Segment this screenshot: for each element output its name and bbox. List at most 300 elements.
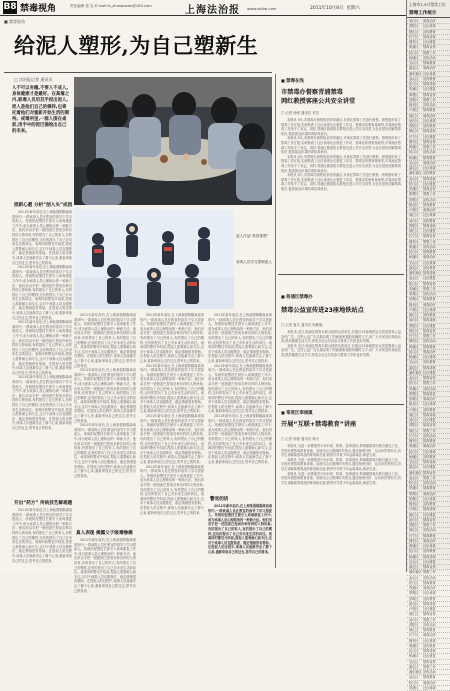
sidebar-row-district: 杨浦区 (409, 155, 419, 160)
sidebar-row-item: 禁毒教育 (423, 108, 436, 113)
sidebar-row-district: 普陀区 (409, 523, 419, 527)
sidebar-row-item: 宣传活动 (423, 433, 436, 438)
sidebar-row-item: 宣传教育 (423, 265, 436, 270)
masthead (0, 0, 450, 16)
sidebar-row-item: 社区戒毒 (423, 355, 436, 359)
sidebar-row-item: 戒毒治疗 (423, 113, 436, 118)
weekday-text: 星期六 (346, 6, 361, 11)
sidebar-row-item: 帮教工作 (423, 50, 436, 55)
sidebar-row-item: 禁毒讲座 (423, 176, 436, 181)
sidebar-row-item: 宣传活动 (423, 244, 436, 249)
sidebar-row-district: 徐汇区 (409, 428, 419, 433)
sidebar-row-item: 禁毒宣传 (423, 517, 436, 522)
sidebar-row-item: 社区康复 (423, 276, 436, 281)
article-byline: □ 法治报记者 通讯员 (14, 77, 53, 82)
sidebar-row-item: 帮教工作 (423, 97, 436, 102)
sidebar-row-item: 帮教工作 (423, 523, 436, 527)
body-paragraph: 2011年新年前后,在上海某强制隔离戒毒所内,一群戒毒人员在教官的指导下学习捏泥人。传统的泥塑技艺被引入戒毒康复工作中,成为戒毒人员心理矫治的一种新方法。他们用双手把一团团泥巴捏成各种各样的人物形象,有的捏出了自己的家人,有的捏出了自己的模样,还有的捏出了自己对未来生活的向往。戒毒所的警官介绍说,捏泥人需要耐心和专注,这对于戒毒人员克服焦虑、稳定情绪很有帮助。在捏泥人的过程中,戒毒人员逐渐学会了静下心来,重新审视自己的过去,思考自己的将来。 (208, 504, 272, 554)
sidebar-row-item: 禁毒宣传 (423, 376, 436, 380)
sidebar-row-item: 禁毒讲座 (423, 271, 436, 275)
sidebar-row-district: 杨浦区 (409, 554, 419, 559)
sidebar-row-district: 卢湾区 (409, 507, 419, 512)
sidebar-row-district: 松江区 (409, 82, 419, 86)
sidebar-row-district: 普陀区 (409, 423, 419, 428)
sidebar-row-item: 禁毒宣传 (423, 328, 436, 333)
sidebar-row-district: 宝山区 (409, 460, 419, 464)
sidebar-row-district: 黄浦区 (409, 344, 419, 349)
sidebar-row-district: 松江区 (409, 481, 419, 485)
sidebar-row-item: 宣传教育 (423, 643, 436, 648)
sidebar-row-item: 禁毒教育 (423, 628, 436, 632)
sidebar-row-district: 闵行区 (409, 218, 419, 223)
sidebar-row-item: 宣传教育 (423, 171, 436, 176)
sidebar-row-item: 社区戒毒 (423, 544, 436, 548)
sidebar-row-district: 闵行区 (409, 318, 419, 323)
sidebar-row-district: 闸北区 (409, 302, 419, 307)
sidebar-row-item: 帮教工作 (423, 617, 436, 622)
sidebar-row-item: 帮教工作 (423, 334, 436, 338)
sidebar-row-district: 青浦区 (409, 187, 419, 191)
panel-2-body (281, 330, 401, 396)
sidebar-row-district: 杨浦区 (409, 55, 419, 60)
sidebar-row-item: 社区戒毒 (423, 166, 436, 170)
sidebar-row-item: 社区戒毒 (423, 591, 436, 596)
sidebar-row-district: 闵行区 (409, 418, 419, 422)
sidebar-row (407, 686, 450, 691)
sidebar-row-district: 南汇区 (409, 113, 419, 118)
sidebar-row-item: 禁毒讲座 (423, 554, 436, 559)
sidebar-row-item: 帮教工作 (423, 664, 436, 669)
sidebar-row-item: 宣传活动 (423, 575, 436, 580)
sidebar-row-item: 宣传活动 (423, 103, 436, 107)
sidebar-row-item: 禁毒讲座 (423, 649, 436, 653)
sidebar-row-item: 戒毒治疗 (423, 302, 436, 307)
sidebar-row-district: 崇明区 (409, 197, 419, 202)
sidebar-row-item: 禁毒教育 (423, 675, 436, 680)
sidebar-row-item: 戒毒治疗 (423, 680, 436, 685)
sidebar-row-district: 金山区 (409, 675, 419, 680)
sidebar-row-item: 社区康复 (423, 40, 436, 44)
sidebar-row-item: 帮教工作 (423, 428, 436, 433)
sidebar-row-district: 浦东新区 (409, 670, 422, 674)
sidebar-row-district: 闵行区 (409, 617, 419, 622)
sidebar-row-district: 崇明区 (409, 297, 419, 302)
section-name: 禁毒视角 (20, 4, 57, 14)
sidebar-row-item: 社区康复 (423, 559, 436, 564)
newspaper-logo: 上海法治报 (185, 5, 240, 16)
sidebar-row-district: 虹口区 (409, 649, 419, 653)
sidebar-row-district: 奉贤区 (409, 391, 419, 396)
sidebar-row-item: 禁毒宣传 (423, 45, 436, 50)
body-paragraph: 2011年新年前后,在上海某强制隔离戒毒所内,一群戒毒人员在教官的指导下学习捏泥人。传统的泥塑技艺被引入戒毒康复工作中,成为戒毒人员心理矫治的一种新方法。他们用双手把一团团泥巴捏成各种各样的人物形象,有的捏出了自己的家人,有的捏出了自己的模样,还有的捏出了自己对未来生活的向往。戒毒所的警官介绍说,捏泥人需要耐心和专注,这对于戒毒人员克服焦虑、稳定情绪很有帮助。在捏泥人的过程中,戒毒人员逐渐学会了静下心来,重新审视自己的过去,思考自己的将来。 (208, 363, 272, 414)
sidebar-row-district: 卢湾区 (409, 307, 419, 312)
sidebar-row-district: 浦东新区 (409, 271, 422, 275)
body-paragraph: 2011年新年前后,在上海某强制隔离戒毒所内,一群戒毒人员在教官的指导下学习捏泥人。传统的泥塑技艺被引入戒毒康复工作中,成为戒毒人员心理矫治的一种新方法。他们用双手把一团团泥巴捏成各种各样的人物形象,有的捏出了自己的家人,有的捏出了自己的模样,还有的捏出了自己对未来生活的向往。戒毒所的警官介绍说,捏泥人需要耐心和专注,这对于戒毒人员克服焦虑、稳定情绪很有帮助。在捏泥人的过程中,戒毒人员逐渐学会了静下心来,重新审视自己的过去,思考自己的将来。 (140, 414, 204, 464)
body-paragraph: 2011年新年前后,在上海某强制隔离戒毒所内,一群戒毒人员在教官的指导下学习捏泥人。传统的泥塑技艺被引入戒毒康复工作中,成为戒毒人员心理矫治的一种新方法。他们用双手把一团团泥巴捏成各种各样的人物形象,有的捏出了自己的家人,有的捏出了自己的模样,还有的捏出了自己对未来生活的向往。戒毒所的警官介绍说,捏泥人需要耐心和专注,这对于戒毒人员克服焦虑、稳定情绪很有帮助。在捏泥人的过程中,戒毒人员逐渐学会了静下心来,重新审视自己的过去,思考自己的将来。 (12, 375, 72, 430)
main-photo-image (74, 77, 272, 205)
body-paragraph: 2011年新年前后,在上海某强制隔离戒毒所内,一群戒毒人员在教官的指导下学习捏泥人。传统的泥塑技艺被引入戒毒康复工作中,成为戒毒人员心理矫治的一种新方法。他们用双手把一团团泥巴捏成各种各样的人物形象,有的捏出了自己的家人,有的捏出了自己的模样,还有的捏出了自己对未来生活的向往。戒毒所的警官介绍说,捏泥人需要耐心和专注,这对于戒毒人员克服焦虑、稳定情绪很有帮助。在捏泥人的过程中,戒毒人员逐渐学会了静下心来,重新审视自己的过去,思考自己的将来。 (12, 265, 72, 320)
sidebar-row-item: 禁毒讲座 (423, 82, 436, 86)
sidebar-row-item: 宣传教育 (423, 124, 436, 128)
sidebar-row-district: 卢湾区 (409, 607, 419, 611)
sidebar-row-district: 徐汇区 (409, 628, 419, 632)
sidebar-row-item: 禁毒讲座 (423, 318, 436, 323)
sidebar-row-district: 闸北区 (409, 103, 419, 107)
sidebar-row-district: 宝山区 (409, 260, 419, 265)
sidebar-row-district: 长宁区 (409, 234, 419, 239)
sidebar-row-district: 嘉定区 (409, 465, 419, 470)
sidebar-row-item: 宣传教育 (423, 596, 436, 601)
sidebar-row-item: 禁毒宣传 (423, 281, 436, 286)
sidebar-row-district: 徐汇区 (409, 29, 419, 34)
sidebar-row-item: 戒毒治疗 (423, 633, 436, 638)
sidebar-row-item: 戒毒治疗 (423, 397, 436, 401)
body-paragraph: 本报讯 近日,杨浦区禁毒办联合地铁运营单位,在辖区23座地铁站点投放禁毒公益宣传广告。这些公益广告以简洁明了的画面和通俗易懂的文字,向广大市民宣传毒品危害,倡导健康生活方式,营造全社会共同参与禁毒工作的良好氛围。 (281, 343, 401, 357)
body-paragraph: 2011年新年前后,在上海某强制隔离戒毒所内,一群戒毒人员在教官的指导下学习捏泥人。传统的泥塑技艺被引入戒毒康复工作中,成为戒毒人员心理矫治的一种新方法。他们用双手把一团团泥巴捏成各种各样的人物形象,有的捏出了自己的家人,有的捏出了自己的模样,还有的捏出了自己对未来生活的向往。戒毒所的警官介绍说,捏泥人需要耐心和专注,这对于戒毒人员克服焦虑、稳定情绪很有帮助。在捏泥人的过程中,戒毒人员逐渐学会了静下心来,重新审视自己的过去,思考自己的将来。 (12, 320, 72, 375)
sidebar-row-district: 静安区 (409, 638, 419, 643)
sidebar-row-item: 戒毒治疗 (423, 586, 436, 590)
sidebar-row-item: 宣传教育 (423, 218, 436, 223)
body-column-2 (74, 313, 136, 527)
sidebar-row-district: 黄浦区 (409, 544, 419, 548)
sidebar-row-district: 金山区 (409, 575, 419, 580)
sidebar-row-district: 南汇区 (409, 213, 419, 218)
sidebar-row-item: 帮教工作 (423, 239, 436, 244)
sidebar-row-item: 宣传活动 (423, 339, 436, 344)
panel-2-tag: ■ 杨浦区禁毒办 (281, 294, 313, 300)
page-title: 给泥人塑形,为自己塑新生 (14, 33, 259, 58)
body-paragraph: 本报讯 为进一步增强青少年识毒、防毒、拒毒意识,奉城镇禁毒办联合镇社工站、学校开展禁毒教育讲座。讲座结合互联网时代特点,通过案例分析、互动问答等形式,向学生讲解新型毒品的种类和危害,教育引导青少年远离毒品,珍爱生命。 (281, 457, 401, 471)
sidebar-row-district: 闵行区 (409, 118, 419, 123)
sidebar-row-item: 社区戒毒 (423, 685, 436, 690)
statistics-sidebar (406, 0, 450, 690)
sidebar-row-item: 宣传活动 (423, 622, 436, 627)
sidebar-row-item: 社区康复 (423, 87, 436, 92)
sidebar-row-item: 戒毒治疗 (423, 208, 436, 212)
sidebar-row-item: 社区戒毒 (423, 118, 436, 123)
sidebar-row-district: 青浦区 (409, 286, 419, 291)
sidebar-row-item: 宣传活动 (423, 55, 436, 60)
panel-divider-2 (278, 404, 404, 405)
sidebar-row-item: 禁毒教育 (423, 297, 436, 302)
sidebar-row-item: 帮教工作 (423, 286, 436, 291)
sidebar-row-district: 杨浦区 (409, 454, 419, 459)
sidebar-row-district: 普陀区 (409, 622, 419, 627)
photo-caption-2: 戒毒人员学习捏制泥人 (236, 260, 272, 264)
panel-1-body (281, 118, 401, 270)
sidebar-row-district: 静安区 (409, 538, 419, 543)
sidebar-row-item: 社区康复 (423, 370, 436, 375)
sidebar-row-item: 社区戒毒 (423, 638, 436, 643)
website-url[interactable]: www.shfzb.com (247, 6, 277, 11)
sidebar-row-district: 普陀区 (409, 124, 419, 128)
sidebar-row-district: 青浦区 (409, 386, 419, 391)
sidebar-row-district: 卢湾区 (409, 407, 419, 412)
sidebar-row-district: 奉贤区 (409, 92, 419, 97)
sidebar-row-district: 浦东新区 (409, 171, 422, 176)
editor-info: 责任编辑 张 弘 E-mail:fz_zhanbaodu@163.com (70, 4, 152, 8)
sidebar-row-item: 宣传活动 (423, 150, 436, 155)
sidebar-row-district: 崇明区 (409, 496, 419, 501)
date-text: 2011年10月8日 (310, 6, 344, 11)
sidebar-row-item: 帮教工作 (423, 145, 436, 149)
sidebar-row-item: 禁毒宣传 (423, 187, 436, 191)
sidebar-row-district: 黄浦区 (409, 244, 419, 249)
sidebar-row-district: 浦东新区 (409, 470, 422, 475)
sidebar-row-district: 闵行区 (409, 19, 419, 23)
sidebar-row-item: 宣传活动 (423, 528, 436, 533)
sidebar-row-district: 宝山区 (409, 160, 419, 165)
sidebar-table (407, 19, 450, 691)
sidebar-row-item: 禁毒讲座 (423, 365, 436, 370)
sidebar-row-district: 黄浦区 (409, 145, 419, 149)
sidebar-row-item: 社区戒毒 (423, 24, 436, 29)
panel-divider-1 (278, 274, 404, 275)
body-paragraph: 2011年新年前后,在上海某强制隔离戒毒所内,一群戒毒人员在教官的指导下学习捏泥人。传统的泥塑技艺被引入戒毒康复工作中,成为戒毒人员心理矫治的一种新方法。他们用双手把一团团泥巴捏成各种各样的人物形象,有的捏出了自己的家人,有的捏出了自己的模样,还有的捏出了自己对未来生活的向往。戒毒所的警官介绍说,捏泥人需要耐心和专注,这对于戒毒人员克服焦虑、稳定情绪很有帮助。在捏泥人的过程中,戒毒人员逐渐学会了静下心来,重新审视自己的过去,思考自己的将来。 (74, 538, 136, 593)
panel-1-headline-2: 网红教授客座公共安全讲堂 (281, 98, 356, 105)
sidebar-row-district: 崇明区 (409, 596, 419, 601)
subhead-3: 真人表现 揭露父子吸毒惨痛 (76, 531, 133, 536)
sidebar-row-district: 浦东新区 (409, 370, 422, 375)
sidebar-row-district: 长宁区 (409, 533, 419, 538)
body-column-1b (12, 508, 72, 568)
sidebar-row-district: 虹口区 (409, 349, 419, 354)
sidebar-row-item: 宣传活动 (423, 481, 436, 485)
body-paragraph: 2011年新年前后,在上海某强制隔离戒毒所内,一群戒毒人员在教官的指导下学习捏泥人。传统的泥塑技艺被引入戒毒康复工作中,成为戒毒人员心理矫治的一种新方法。他们用双手把一团团泥巴捏成各种各样的人物形象,有的捏出了自己的家人,有的捏出了自己的模样,还有的捏出了自己对未来生活的向往。戒毒所的警官介绍说,捏泥人需要耐心和专注,这对于戒毒人员克服焦虑、稳定情绪很有帮助。在捏泥人的过程中,戒毒人员逐渐学会了静下心来,重新审视自己的过去,思考自己的将来。 (208, 313, 272, 363)
sidebar-row-item: 社区康复 (423, 229, 436, 233)
sidebar-row-item: 戒毒治疗 (423, 19, 436, 23)
sidebar-row-item: 社区康复 (423, 134, 436, 139)
sidebar-row-district: 浦东新区 (409, 570, 422, 575)
sidebar-row-district: 长宁区 (409, 134, 419, 139)
sidebar-row-item: 禁毒讲座 (423, 507, 436, 512)
sidebar-row-item: 社区戒毒 (423, 307, 436, 312)
sidebar-row-item: 禁毒教育 (423, 580, 436, 585)
photo-caption-1: 泥人作品“真我重塑” (236, 234, 269, 238)
sidebar-row-district: 嘉定区 (409, 565, 419, 569)
sidebar-row-item: 宣传教育 (423, 549, 436, 554)
sidebar-row-district: 长宁区 (409, 34, 419, 39)
sidebar-row-item: 戒毒治疗 (423, 349, 436, 354)
sidebar-row-district: 长宁区 (409, 433, 419, 438)
sidebar-row-district: 徐汇区 (409, 129, 419, 134)
sidebar-row-item: 禁毒教育 (423, 61, 436, 65)
sidebar-row-district: 宝山区 (409, 559, 419, 564)
figurines-photo-image (74, 209, 234, 309)
body-column-3 (140, 313, 204, 568)
sidebar-row-district: 金山区 (409, 276, 419, 281)
body-column-1 (12, 210, 72, 496)
sidebar-row-district: 闸北区 (409, 502, 419, 506)
sidebar-row-item: 社区戒毒 (423, 496, 436, 501)
sidebar-row-item: 帮教工作 (423, 570, 436, 575)
sidebar-row-item: 禁毒教育 (423, 486, 436, 491)
sidebar-row-item: 禁毒教育 (423, 391, 436, 396)
subhead-2: 开出“药方” 传统技艺解难题 (14, 501, 73, 506)
sidebar-row-item: 禁毒讲座 (423, 412, 436, 417)
sidebar-row-district: 奉贤区 (409, 491, 419, 496)
sidebar-title: 禁毒工作统计 (407, 9, 450, 18)
sidebar-row-item: 禁毒宣传 (423, 470, 436, 475)
sidebar-row-item: 禁毒讲座 (423, 601, 436, 606)
sidebar-row-district: 宝山区 (409, 360, 419, 365)
column-divider (275, 74, 276, 568)
body-column-2b (74, 538, 136, 593)
sidebar-row-item: 禁毒教育 (423, 439, 436, 443)
body-paragraph: 2011年新年前后,在上海某强制隔离戒毒所内,一群戒毒人员在教官的指导下学习捏泥人。传统的泥塑技艺被引入戒毒康复工作中,成为戒毒人员心理矫治的一种新方法。他们用双手把一团团泥巴捏成各种各样的人物形象,有的捏出了自己的家人,有的捏出了自己的模样,还有的捏出了自己对未来生活的向往。戒毒所的警官介绍说,捏泥人需要耐心和专注,这对于戒毒人员克服焦虑、稳定情绪很有帮助。在捏泥人的过程中,戒毒人员逐渐学会了静下心来,重新审视自己的过去,思考自己的将来。 (74, 368, 136, 423)
sidebar-row-district: 奉贤区 (409, 292, 419, 296)
sidebar-row-district: 南汇区 (409, 512, 419, 517)
sidebar-row-district: 松江区 (409, 381, 419, 386)
subhead-4: 警官的话 (210, 497, 229, 502)
sidebar-row-item: 禁毒讲座 (423, 34, 436, 39)
sidebar-row-district: 嘉定区 (409, 365, 419, 370)
sidebar-row-district: 杨浦区 (409, 255, 419, 260)
body-paragraph: 本报讯 为进一步增强青少年识毒、防毒、拒毒意识,奉城镇禁毒办联合镇社工站、学校开展禁毒教育讲座。讲座结合互联网时代特点,通过案例分析、互动问答等形式,向学生讲解新型毒品的种类和危害,教育引导青少年远离毒品,珍爱生命。 (281, 471, 401, 485)
sidebar-row-district: 浦东新区 (409, 71, 422, 76)
sidebar-row-district: 青浦区 (409, 586, 419, 590)
panel-3-tag: ■ 奉贤区奉城镇 (281, 410, 313, 416)
sidebar-row-item: 社区康复 (423, 181, 436, 186)
body-paragraph: 本报讯 近日,杨浦区禁毒办联合地铁运营单位,在辖区23座地铁站点投放禁毒公益宣传广告。这些公益广告以简洁明了的画面和通俗易懂的文字,向广大市民宣传毒品危害,倡导健康生活方式,营造全社会共同参与禁毒工作的良好氛围。 (281, 330, 401, 344)
sidebar-row-item: 宣传教育 (423, 76, 436, 81)
sidebar-row-district: 闸北区 (409, 202, 419, 207)
body-paragraph: 2011年新年前后,在上海某强制隔离戒毒所内,一群戒毒人员在教官的指导下学习捏泥人。传统的泥塑技艺被引入戒毒康复工作中,成为戒毒人员心理矫治的一种新方法。他们用双手把一团团泥巴捏成各种各样的人物形象,有的捏出了自己的家人,有的捏出了自己的模样,还有的捏出了自己对未来生活的向往。戒毒所的警官介绍说,捏泥人需要耐心和专注,这对于戒毒人员克服焦虑、稳定情绪很有帮助。在捏泥人的过程中,戒毒人员逐渐学会了静下心来,重新审视自己的过去,思考自己的将来。 (140, 363, 204, 414)
sidebar-row-district: 静安区 (409, 40, 419, 44)
panel-1-headline-1: 市禁毒办督察青浦禁毒 (281, 89, 343, 96)
sidebar-row-item: 社区戒毒 (423, 449, 436, 454)
subhead-1: 捏新心愿 分析“剖人头”成因 (14, 203, 73, 208)
panel-2-headline: 禁毒公益宣传进23座地铁站点 (281, 307, 364, 314)
sidebar-row-item: 宣传活动 (423, 670, 436, 674)
sidebar-row-item: 宣传活动 (423, 197, 436, 202)
sidebar-row-district: 松江区 (409, 580, 419, 585)
page-number: B8 (3, 2, 17, 12)
sidebar-row-district: 普陀区 (409, 24, 419, 29)
sidebar-row-item: 宣传活动 (423, 292, 436, 296)
sidebar-row-item: 宣传教育 (423, 407, 436, 412)
headline-divider (4, 72, 272, 73)
sidebar-row-item: 宣传教育 (423, 313, 436, 317)
sidebar-row-item: 戒毒治疗 (423, 160, 436, 165)
panel-1-tag: ■ 禁毒在线 (281, 78, 304, 84)
panel-2-byline: □ 记者 夏凡 通讯员 杨勤毅 (281, 323, 323, 327)
body-paragraph: 2011年新年前后,在上海某强制隔离戒毒所内,一群戒毒人员在教官的指导下学习捏泥人。传统的泥塑技艺被引入戒毒康复工作中,成为戒毒人员心理矫治的一种新方法。他们用双手把一团团泥巴捏成各种各样的人物形象,有的捏出了自己的家人,有的捏出了自己的模样,还有的捏出了自己对未来生活的向往。戒毒所的警官介绍说,捏泥人需要耐心和专注,这对于戒毒人员克服焦虑、稳定情绪很有帮助。在捏泥人的过程中,戒毒人员逐渐学会了静下心来,重新审视自己的过去,思考自己的将来。 (74, 423, 136, 478)
panel-3-headline: 开展“互联+禁毒教育”讲座 (281, 421, 357, 428)
figurines-photo (74, 209, 234, 309)
sidebar-row-district: 松江区 (409, 181, 419, 186)
sidebar-row-district: 青浦区 (409, 486, 419, 491)
sidebar-row-district: 闸北区 (409, 402, 419, 407)
sidebar-row-district: 嘉定区 (409, 66, 419, 71)
body-paragraph: 2011年新年前后,在上海某强制隔离戒毒所内,一群戒毒人员在教官的指导下学习捏泥人。传统的泥塑技艺被引入戒毒康复工作中,成为戒毒人员心理矫治的一种新方法。他们用双手把一团团泥巴捏成各种各样的人物形象,有的捏出了自己的家人,有的捏出了自己的模样,还有的捏出了自己对未来生活的向往。戒毒所的警官介绍说,捏泥人需要耐心和专注,这对于戒毒人员克服焦虑、稳定情绪很有帮助。在捏泥人的过程中,戒毒人员逐渐学会了静下心来,重新审视自己的过去,思考自己的将来。 (74, 313, 136, 368)
sidebar-row-district: 嘉定区 (409, 166, 419, 170)
sidebar-row-item: 禁毒教育 (423, 344, 436, 349)
sidebar-row-district: 奉贤区 (409, 591, 419, 596)
sidebar-row-district: 南汇区 (409, 313, 419, 317)
sidebar-row-item: 禁毒宣传 (423, 612, 436, 617)
sidebar-row-district: 长宁区 (409, 633, 419, 638)
sidebar-row-item: 戒毒治疗 (423, 444, 436, 449)
body-paragraph: 本报讯 9月,市禁毒办督察组来到青浦区,对该区禁毒工作进行督察。督察组听取了禁毒工作汇报,实地察看了社区戒毒社区康复工作站、禁毒宣传教育基地等,对青浦区禁毒工作给予了肯定。同时,青浦区邀请知名教授走进公共安全讲堂,为社区居民讲解禁毒知识,提高群众识毒防毒拒毒意识。 (281, 154, 401, 173)
sidebar-row-district: 奉贤区 (409, 192, 419, 197)
sidebar-row-district: 静安区 (409, 239, 419, 244)
sidebar-row-item: 禁毒宣传 (423, 659, 436, 664)
panel-3-byline: □ 记者 徐强 通讯员 林天 (281, 437, 320, 441)
sidebar-row-district: 虹口区 (409, 50, 419, 55)
sidebar-row-item: 禁毒宣传 (423, 234, 436, 239)
sidebar-row-district: 崇明区 (409, 397, 419, 401)
panel-3-body (281, 444, 401, 568)
sidebar-row-item: 社区戒毒 (423, 260, 436, 265)
sidebar-row-district: 黄浦区 (409, 45, 419, 50)
officer-quote (208, 504, 272, 568)
sidebar-row-district: 嘉定区 (409, 265, 419, 270)
sidebar-row-item: 禁毒宣传 (423, 565, 436, 569)
sidebar-row-item: 宣传活动 (423, 386, 436, 391)
issue-date (310, 5, 363, 11)
sidebar-row-item: 宣传教育 (423, 454, 436, 459)
sidebar-row-district: 闵行区 (409, 517, 419, 522)
sidebar-row-district: 卢湾区 (409, 108, 419, 113)
article-intro: 人不可以有瘾,不要人不成人,身体健康才是最好。在高墙之内,吸毒人员用双手捏出泥人,泥人是他们自己的模样,也寄托着他们对重新开始生活的期待。戒毒所里,一群人围在桌前,用手中的泥巴描绘出自己的未来。 (12, 86, 70, 135)
sidebar-row-item: 社区康复 (423, 323, 436, 328)
sidebar-row-district: 普陀区 (409, 323, 419, 328)
sidebar-row-district: 闸北区 (409, 601, 419, 606)
sidebar-header: 上海市1-9月禁毒工作 (409, 2, 446, 7)
sidebar-row-district: 松江区 (409, 281, 419, 286)
sidebar-row-district: 青浦区 (409, 685, 419, 690)
sidebar-row-district: 宝山区 (409, 61, 419, 65)
sidebar-row-item: 禁毒教育 (423, 155, 436, 160)
sidebar-row-item: 禁毒宣传 (423, 92, 436, 97)
article-kicker: ■ 禁毒视角 (4, 19, 26, 24)
panel-1-byline: □ 记者 徐强 通讯员 李芳 (281, 111, 320, 115)
sidebar-row-item: 宣传教育 (423, 29, 436, 34)
body-paragraph: 2011年新年前后,在上海某强制隔离戒毒所内,一群戒毒人员在教官的指导下学习捏泥人。传统的泥塑技艺被引入戒毒康复工作中,成为戒毒人员心理矫治的一种新方法。他们用双手把一团团泥巴捏成各种各样的人物形象,有的捏出了自己的家人,有的捏出了自己的模样,还有的捏出了自己对未来生活的向往。戒毒所的警官介绍说,捏泥人需要耐心和专注,这对于戒毒人员克服焦虑、稳定情绪很有帮助。在捏泥人的过程中,戒毒人员逐渐学会了静下心来,重新审视自己的过去,思考自己的将来。 (12, 508, 72, 563)
sidebar-row-district: 杨浦区 (409, 654, 419, 659)
body-paragraph: 2011年新年前后,在上海某强制隔离戒毒所内,一群戒毒人员在教官的指导下学习捏泥人。传统的泥塑技艺被引入戒毒康复工作中,成为戒毒人员心理矫治的一种新方法。他们用双手把一团团泥巴捏成各种各样的人物形象,有的捏出了自己的家人,有的捏出了自己的模样,还有的捏出了自己对未来生活的向往。戒毒所的警官介绍说,捏泥人需要耐心和专注,这对于戒毒人员克服焦虑、稳定情绪很有帮助。在捏泥人的过程中,戒毒人员逐渐学会了静下心来,重新审视自己的过去,思考自己的将来。 (140, 464, 204, 515)
sidebar-row-district: 金山区 (409, 475, 419, 480)
sidebar-row-item: 禁毒宣传 (423, 423, 436, 428)
sidebar-row-item: 禁毒宣传 (423, 139, 436, 144)
body-paragraph: 本报讯 9月,市禁毒办督察组来到青浦区,对该区禁毒工作进行督察。督察组听取了禁毒工作汇报,实地察看了社区戒毒社区康复工作站、禁毒宣传教育基地等,对青浦区禁毒工作给予了肯定。同时,青浦区邀请知名教授走进公共安全讲堂,为社区居民讲解禁毒知识,提高群众识毒防毒拒毒意识。 (281, 173, 401, 191)
body-paragraph: 2011年新年前后,在上海某强制隔离戒毒所内,一群戒毒人员在教官的指导下学习捏泥人。传统的泥塑技艺被引入戒毒康复工作中,成为戒毒人员心理矫治的一种新方法。他们用双手把一团团泥巴捏成各种各样的人物形象,有的捏出了自己的家人,有的捏出了自己的模样,还有的捏出了自己对未来生活的向往。戒毒所的警官介绍说,捏泥人需要耐心和专注,这对于戒毒人员克服焦虑、稳定情绪很有帮助。在捏泥人的过程中,戒毒人员逐渐学会了静下心来,重新审视自己的过去,思考自己的将来。 (140, 313, 204, 363)
sidebar-row-district: 徐汇区 (409, 528, 419, 533)
sidebar-row-item: 戒毒治疗 (423, 538, 436, 543)
sidebar-row-item: 戒毒治疗 (423, 66, 436, 71)
sidebar-row-item: 禁毒教育 (423, 202, 436, 207)
sidebar-row-district: 嘉定区 (409, 664, 419, 669)
body-paragraph: 2011年新年前后,在上海某强制隔离戒毒所内,一群戒毒人员在教官的指导下学习捏泥人。传统的泥塑技艺被引入戒毒康复工作中,成为戒毒人员心理矫治的一种新方法。他们用双手把一团团泥巴捏成各种各样的人物形象,有的捏出了自己的家人,有的捏出了自己的模样,还有的捏出了自己对未来生活的向往。戒毒所的警官介绍说,捏泥人需要耐心和专注,这对于戒毒人员克服焦虑、稳定情绪很有帮助。在捏泥人的过程中,戒毒人员逐渐学会了静下心来,重新审视自己的过去,思考自己的将来。 (12, 210, 72, 265)
sidebar-row-item: 社区戒毒 (423, 213, 436, 218)
sidebar-row-district: 静安区 (409, 339, 419, 344)
body-paragraph: 本报讯 9月,市禁毒办督察组来到青浦区,对该区禁毒工作进行督察。督察组听取了禁毒工作汇报,实地察看了社区戒毒社区康复工作站、禁毒宣传教育基地等,对青浦区禁毒工作给予了肯定。同时,青浦区邀请知名教授走进公共安全讲堂,为社区居民讲解禁毒知识,提高群众识毒防毒拒毒意识。 (281, 136, 401, 155)
sidebar-row-district: 南汇区 (409, 612, 419, 617)
sidebar-row-district: 崇明区 (409, 97, 419, 102)
sidebar-row-district: 金山区 (409, 376, 419, 380)
body-paragraph: 2011年新年前后,在上海某强制隔离戒毒所内,一群戒毒人员在教官的指导下学习捏泥人。传统的泥塑技艺被引入戒毒康复工作中,成为戒毒人员心理矫治的一种新方法。他们用双手把一团团泥巴捏成各种各样的人物形象,有的捏出了自己的家人,有的捏出了自己的模样,还有的捏出了自己对未来生活的向往。戒毒所的警官介绍说,捏泥人需要耐心和专注,这对于戒毒人员克服焦虑、稳定情绪很有帮助。在捏泥人的过程中,戒毒人员逐渐学会了静下心来,重新审视自己的过去,思考自己的将来。 (208, 414, 272, 464)
sidebar-row-item: 宣传教育 (423, 502, 436, 506)
sidebar-row-item: 宣传教育 (423, 360, 436, 365)
body-column-4 (208, 313, 272, 493)
sidebar-row-item: 禁毒讲座 (423, 129, 436, 134)
sidebar-row-district: 长宁区 (409, 334, 419, 338)
sidebar-row-district: 虹口区 (409, 449, 419, 454)
sidebar-row-district: 普陀区 (409, 223, 419, 228)
sidebar-row-item: 社区康复 (423, 512, 436, 517)
sidebar-row-item: 戒毒治疗 (423, 491, 436, 496)
